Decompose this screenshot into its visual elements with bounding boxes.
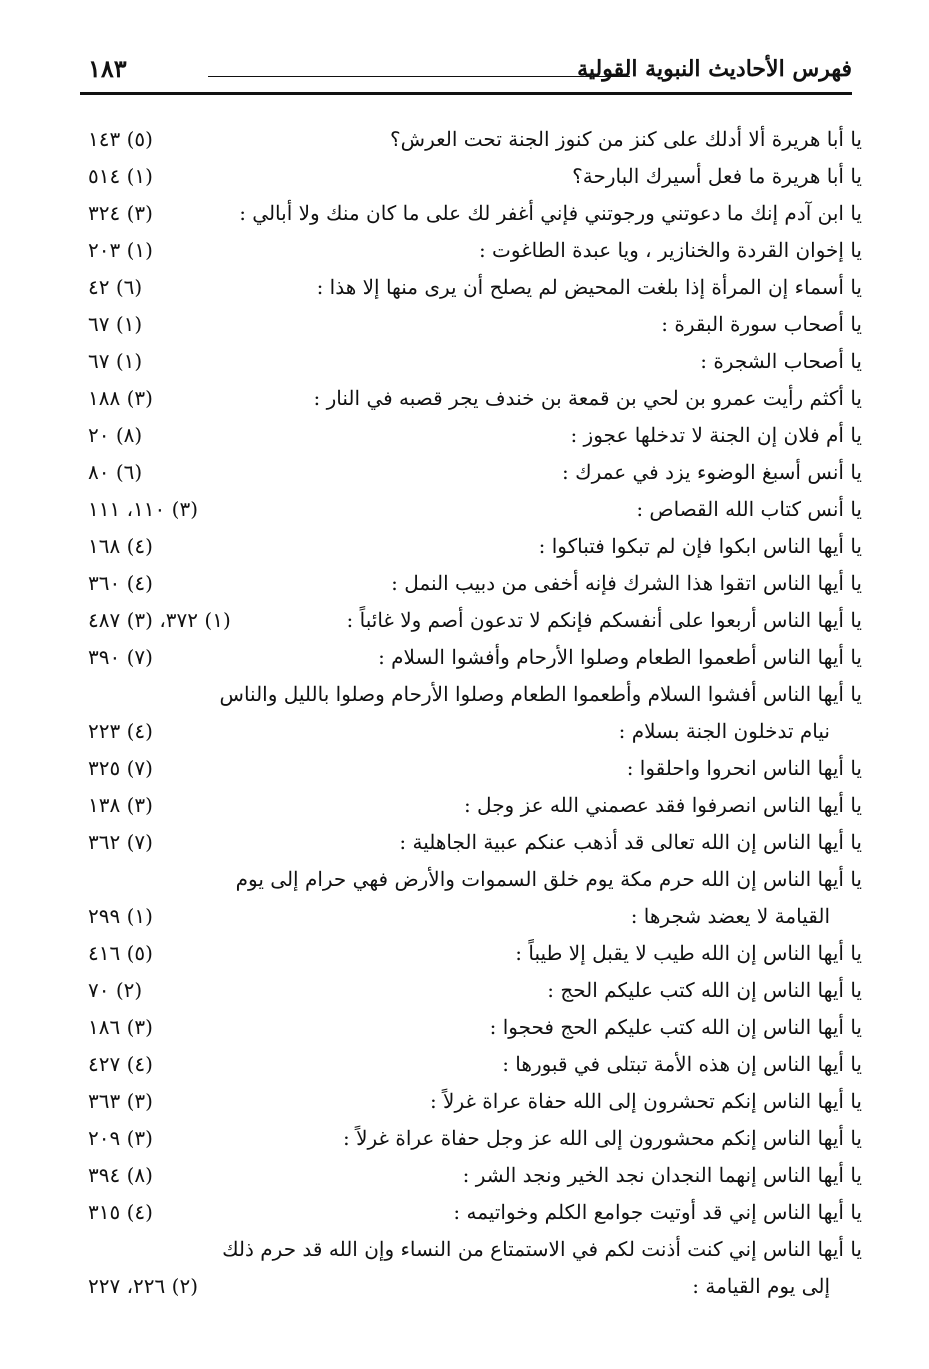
entry-text: يا أيها الناس اتقوا هذا الشرك فإنه أخفى من دبيب النمل : [391, 571, 862, 595]
entry-text: يا أنس أسبغ الوضوء يزد في عمرك : [562, 460, 862, 484]
entry-reference: (٢) ٧٠ [88, 978, 143, 1002]
index-entry [80, 1231, 862, 1305]
entry-reference: (٤) ٣٦٠ [88, 571, 153, 595]
entry-reference: (٥) ١٤٣ [88, 127, 153, 151]
entry-text: يا أيها الناس إنهما النجدان نجد الخير ونجد الشر : [462, 1163, 862, 1187]
entry-reference: (٣) ٢٠٩ [88, 1126, 153, 1150]
index-entry [80, 861, 862, 935]
entry-reference: (٣) ١٣٨ [88, 793, 153, 817]
index-entry [80, 491, 862, 528]
index-entry [80, 565, 862, 602]
entry-reference: (٦) ٤٢ [88, 275, 143, 299]
entry-text: يا أيها الناس إن الله كتب عليكم الحج فحجوا : [489, 1015, 862, 1039]
entry-reference: (٣) ٣٦٣ [88, 1089, 153, 1113]
entry-reference: (٨) ٢٠ [88, 423, 143, 447]
entry-reference: (٨) ٣٩٤ [88, 1163, 153, 1187]
entry-text: يا أيها الناس أطعموا الطعام وصلوا الأرحام وأفشوا السلام : [378, 645, 862, 669]
entry-reference: (٢) ٢٢٦، ٢٢٧ [88, 1274, 199, 1298]
entry-reference: (٧) ٣٩٠ [88, 645, 153, 669]
entry-text: يا أيها الناس إنكم محشورون إلى الله عز وجل حفاة عراة غرلاً : [342, 1126, 862, 1150]
entry-reference: (٧) ٣٦٢ [88, 830, 153, 854]
entry-reference: (١) ٢٩٩ [88, 904, 153, 928]
hadith-index-list [80, 121, 862, 1305]
entry-text: يا أبا هريرة ما فعل أسيرك البارحة؟ [572, 164, 862, 188]
entry-reference: (٧) ٣٢٥ [88, 756, 153, 780]
entry-text: يا أيها الناس أفشوا السلام وأطعموا الطعام وصلوا الأرحام وصلوا بالليل والناس [219, 682, 862, 706]
entry-text-continuation: إلى يوم القيامة : [692, 1274, 830, 1298]
entry-text: يا أكثم رأيت عمرو بن لحي بن قمعة بن خندف يجر قصبه في النار : [313, 386, 862, 410]
entry-text: يا أيها الناس إن الله كتب عليكم الحج : [547, 978, 862, 1002]
entry-text: يا أيها الناس إن الله تعالى قد أذهب عنكم عبية الجاهلية : [399, 830, 862, 854]
entry-text: يا أيها الناس إني قد أوتيت جوامع الكلم وخواتيمه : [453, 1200, 862, 1224]
index-entry [80, 1009, 862, 1046]
index-entry [80, 232, 862, 269]
entry-reference: (٦) ٨٠ [88, 460, 143, 484]
entry-reference: (٣) ١١٠، ١١١ [88, 497, 199, 521]
entry-text: يا إخوان القردة والخنازير ، ويا عبدة الطاغوت : [478, 238, 862, 262]
index-entry [80, 121, 862, 158]
index-entry [80, 824, 862, 861]
entry-reference: (٣) ١٨٨ [88, 386, 153, 410]
index-entry [80, 454, 862, 491]
entry-text: يا أيها الناس إن الله طيب لا يقبل إلا طيباً : [515, 941, 862, 965]
entry-text: يا أيها الناس إني كنت أذنت لكم في الاستمتاع من النساء وإن الله قد حرم ذلك [222, 1237, 862, 1261]
entry-text-continuation: القيامة لا يعضد شجرها : [630, 904, 830, 928]
entry-reference: (٣) ١٨٦ [88, 1015, 153, 1039]
entry-text: يا أنس كتاب الله القصاص : [636, 497, 862, 521]
entry-reference: (٤) ١٦٨ [88, 534, 153, 558]
index-entry [80, 602, 862, 639]
entry-text: يا أيها الناس إن هذه الأمة تبتلى في قبورها : [502, 1052, 862, 1076]
entry-text: يا أصحاب الشجرة : [700, 349, 862, 373]
index-entry [80, 935, 862, 972]
index-entry [80, 343, 862, 380]
index-entry [80, 1046, 862, 1083]
index-entry [80, 1120, 862, 1157]
index-entry [80, 1083, 862, 1120]
index-entry [80, 639, 862, 676]
index-entry [80, 269, 862, 306]
entry-reference: (٥) ٤١٦ [88, 941, 153, 965]
entry-text: يا أيها الناس إن الله حرم مكة يوم خلق السموات والأرض فهي حرام إلى يوم [235, 867, 862, 891]
entry-text: يا أصحاب سورة البقرة : [661, 312, 862, 336]
index-entry [80, 380, 862, 417]
entry-reference: (٤) ٢٢٣ [88, 719, 153, 743]
index-entry [80, 306, 862, 343]
header-rule [80, 92, 852, 95]
header-dash-line [208, 76, 630, 77]
entry-text: يا أيها الناس إنكم تحشرون إلى الله حفاة عراة غرلاً : [429, 1089, 862, 1113]
entry-reference: (١) ٦٧ [88, 312, 143, 336]
index-entry [80, 787, 862, 824]
entry-text: يا أم فلان إن الجنة لا تدخلها عجوز : [570, 423, 862, 447]
index-entry [80, 417, 862, 454]
page-number: ١٨٣ [88, 54, 127, 83]
entry-reference: (٤) ٤٢٧ [88, 1052, 153, 1076]
entry-text: يا ابن آدم إنك ما دعوتني ورجوتني فإني أغفر لك على ما كان منك ولا أبالي : [239, 201, 862, 225]
entry-text: يا أيها الناس انحروا واحلقوا : [626, 756, 862, 780]
entry-text: يا أيها الناس انصرفوا فقد عصمني الله عز وجل : [463, 793, 862, 817]
index-entry [80, 195, 862, 232]
entry-reference: (٤) ٣١٥ [88, 1200, 153, 1224]
entry-reference: (٣) ٣٢٤ [88, 201, 153, 225]
entry-text: يا أيها الناس ابكوا فإن لم تبكوا فتباكوا : [538, 534, 862, 558]
index-entry [80, 1194, 862, 1231]
entry-text: يا أبا هريرة ألا أدلك على كنز من كنوز الجنة تحت العرش؟ [390, 127, 862, 151]
entry-text: يا أسماء إن المرأة إذا بلغت المحيض لم يصلح أن يرى منها إلا هذا : [316, 275, 862, 299]
entry-reference: (١) ٣٧٢، (٣) ٤٨٧ [88, 608, 231, 632]
index-entry [80, 972, 862, 1009]
index-entry [80, 1157, 862, 1194]
index-entry [80, 158, 862, 195]
page-header [80, 50, 852, 98]
entry-text-continuation: نيام تدخلون الجنة بسلام : [618, 719, 830, 743]
index-title: فهرس الأحاديث النبوية القولية [577, 56, 852, 82]
entry-reference: (١) ٢٠٣ [88, 238, 153, 262]
index-entry [80, 676, 862, 750]
entry-text: يا أيها الناس أربعوا على أنفسكم فإنكم لا تدعون أصم ولا غائباً : [346, 608, 862, 632]
entry-reference: (١) ٥١٤ [88, 164, 153, 188]
index-entry [80, 528, 862, 565]
entry-reference: (١) ٦٧ [88, 349, 143, 373]
index-entry [80, 750, 862, 787]
